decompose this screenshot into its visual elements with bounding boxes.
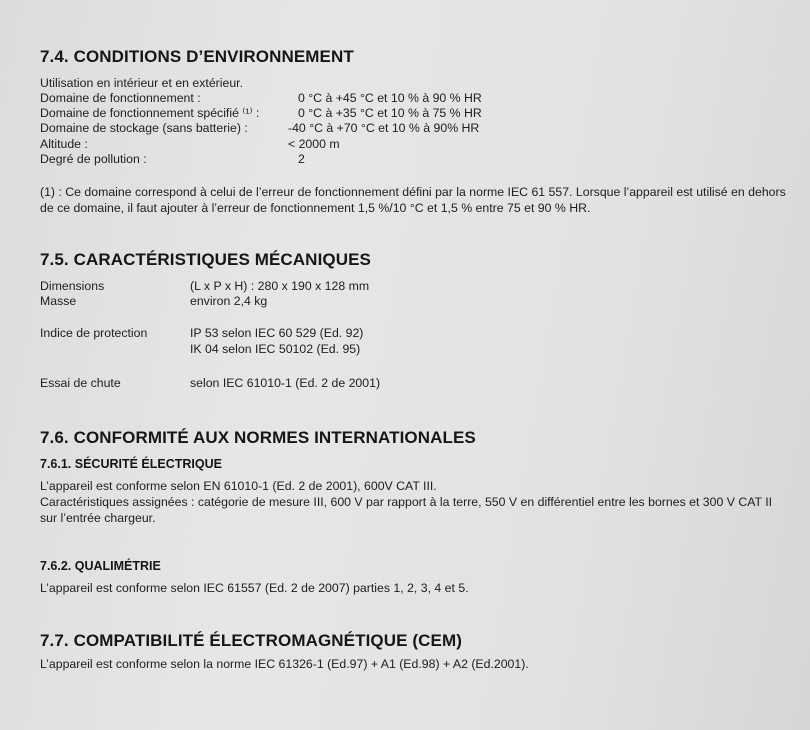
section-title-standards: 7.6. CONFORMITÉ AUX NORMES INTERNATIONALES [40,428,476,447]
mech-drop-value: selon IEC 61010-1 (Ed. 2 de 2001) [190,376,381,390]
env-row-value: -40 °C à +70 °C et 10 % à 90% HR [288,121,480,135]
mech-dimensions-label: Dimensions [40,279,105,293]
environment-footnote: (1) : Ce domaine correspond à celui de l’erreur de fonctionnement défini par la norme IEC 61 557. Lorsque l’appareil est utilisé en dehors de ce domaine, il faut ajouter à l’erreur de fonctionnement 1,5 %/10 °C et 1,5 % entre 75 et 90 % HR. [40,185,786,215]
env-row-label: Domaine de fonctionnement : [40,91,201,105]
mech-mass-label: Masse [40,294,77,308]
env-row-label: Altitude : [40,137,88,151]
mech-drop-label: Essai de chute [40,376,121,390]
mech-protection-label: Indice de protection [40,326,148,340]
environment-intro: Utilisation en intérieur et en extérieur. [40,76,244,90]
mech-dimensions-value: (L x P x H) : 280 x 190 x 128 mm [190,279,370,293]
mech-protection-ip: IP 53 selon IEC 60 529 (Ed. 92) [190,326,364,340]
section-title-mechanical: 7.5. CARACTÉRISTIQUES MÉCANIQUES [40,250,371,269]
env-row-label: Domaine de fonctionnement spécifié ⁽¹⁾ : [40,106,260,120]
section-title-environment: 7.4. CONDITIONS D’ENVIRONNEMENT [40,47,354,66]
env-row-label: Domaine de stockage (sans batterie) : [40,121,248,135]
env-row-value: 2 [298,152,305,166]
mech-mass-value: environ 2,4 kg [190,294,268,308]
env-row-label: Degré de pollution : [40,152,147,166]
electrical-safety-ratings: Caractéristiques assignées : catégorie de mesure III, 600 V par rapport à la terre, 550 V en différentiel entre les bornes et 300 V CAT II sur l’entrée chargeur. [40,495,773,525]
env-row-value: 0 °C à +45 °C et 10 % à 90 % HR [298,91,482,105]
subsection-title-electrical-safety: 7.6.1. SÉCURITÉ ÉLECTRIQUE [40,457,222,471]
subsection-title-qualimetry: 7.6.2. QUALIMÉTRIE [40,559,161,573]
emc-line: L’appareil est conforme selon la norme IEC 61326-1 (Ed.97) + A1 (Ed.98) + A2 (Ed.2001). [40,657,529,671]
env-row-value: 0 °C à +35 °C et 10 % à 75 % HR [298,106,482,120]
electrical-safety-line: L’appareil est conforme selon EN 61010-1 (Ed. 2 de 2001), 600V CAT III. [40,479,437,493]
mech-protection-ik: IK 04 selon IEC 50102 (Ed. 95) [190,342,361,356]
env-row-value: < 2000 m [288,137,340,151]
qualimetry-line: L’appareil est conforme selon IEC 61557 (Ed. 2 de 2007) parties 1, 2, 3, 4 et 5. [40,581,469,595]
section-title-emc: 7.7. COMPATIBILITÉ ÉLECTROMAGNÉTIQUE (CEM) [40,631,462,650]
